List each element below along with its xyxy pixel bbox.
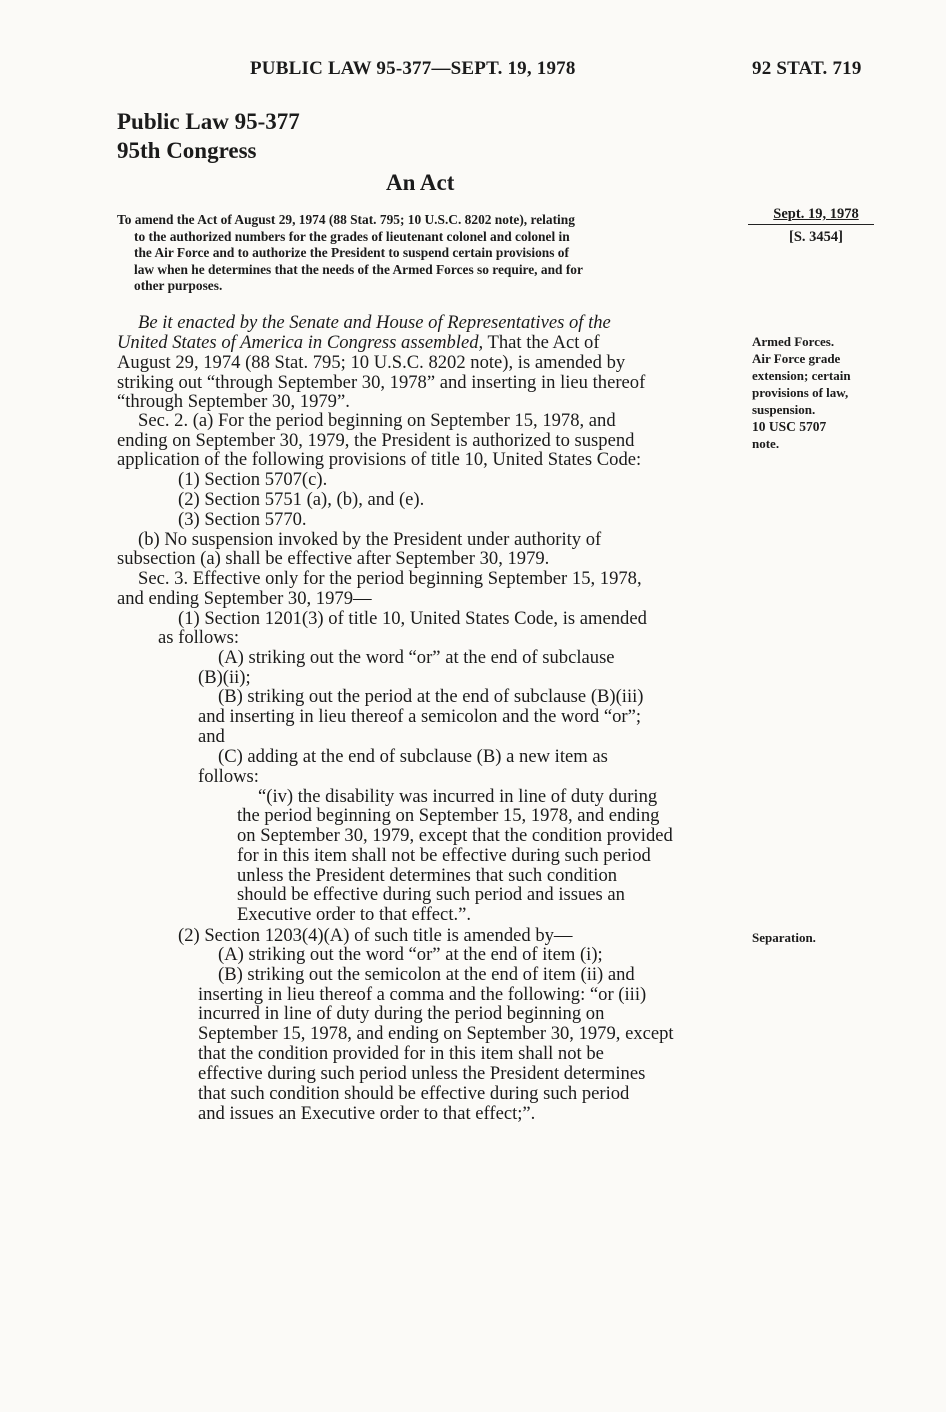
margin-note-line: 10 USC 5707 <box>752 419 827 434</box>
body-line: “through September 30, 1979”. <box>117 391 350 412</box>
section-2-heading: Sec. 2. (a) For the period beginning on September 15, 1978, and <box>138 410 616 431</box>
margin-date-rule <box>748 224 874 225</box>
body-line: subsection (a) shall be effective after September 30, 1979. <box>117 548 550 569</box>
body-line: follows: <box>198 766 259 787</box>
body-line: that the condition provided for in this item shall not be <box>198 1043 604 1064</box>
subparagraph: (A) striking out the word “or” at the end of item (i); <box>218 944 603 965</box>
congress-number: 95th Congress <box>117 138 257 163</box>
body-line: effective during such period unless the President determines <box>198 1063 646 1084</box>
paragraph-1: (1) Section 1201(3) of title 10, United States Code, is amended <box>178 608 647 629</box>
body-line: ending on September 30, 1979, the President is authorized to suspend <box>117 430 635 451</box>
body-line: inserting in lieu thereof a comma and the following: “or (iii) <box>198 984 647 1005</box>
enacting-clause-line <box>117 333 600 353</box>
body-line: (B)(ii); <box>198 667 251 688</box>
margin-note-line: note. <box>752 436 780 451</box>
quoted-item-line: should be effective during such period and issues an <box>237 884 625 905</box>
quoted-item-line: unless the President determines that such condition <box>237 865 618 886</box>
purpose-line: to the authorized numbers for the grades of lieutenant colonel and colonel in <box>134 229 570 244</box>
quoted-item: “(iv) the disability was incurred in line of duty during <box>258 786 658 807</box>
body-line: September 15, 1978, and ending on September 30, 1979, except <box>198 1023 674 1044</box>
purpose-line: To amend the Act of August 29, 1974 (88 Stat. 795; 10 U.S.C. 8202 note), relating <box>117 212 575 227</box>
enacting-clause-rest: That the Act of <box>483 332 600 353</box>
quoted-item-line: for in this item shall not be effective during such period <box>237 845 651 866</box>
quoted-item-line: the period beginning on September 15, 1978, and ending <box>237 805 660 826</box>
act-heading: An Act <box>386 170 455 195</box>
paragraph-2: (2) Section 1203(4)(A) of such title is amended by— <box>178 925 573 946</box>
body-line: that such condition should be effective during such period <box>198 1083 630 1104</box>
subparagraph: (B) striking out the semicolon at the end of item (ii) and <box>218 964 635 985</box>
body-line: (b) No suspension invoked by the President under authority of <box>138 529 602 550</box>
quoted-item-line: Executive order to that effect.”. <box>237 904 472 925</box>
running-title: PUBLIC LAW 95-377—SEPT. 19, 1978 <box>250 58 576 79</box>
margin-date: Sept. 19, 1978 <box>773 206 859 222</box>
body-line: as follows: <box>158 627 240 648</box>
body-line: and <box>198 726 225 747</box>
purpose-line: law when he determines that the needs of the Armed Forces so require, and for <box>134 262 583 277</box>
enacting-clause-line: Be it enacted by the Senate and House of Representatives of the <box>138 312 611 333</box>
margin-bill-number: [S. 3454] <box>789 229 843 245</box>
subparagraph: (C) adding at the end of subclause (B) a new item as <box>218 746 608 767</box>
quoted-item-line: on September 30, 1979, except that the condition provided <box>237 825 673 846</box>
purpose-line: the Air Force and to authorize the President to suspend certain provisions of <box>134 245 569 260</box>
list-item: (3) Section 5770. <box>178 509 307 530</box>
subparagraph: (A) striking out the word “or” at the end of subclause <box>218 647 615 668</box>
body-line: striking out “through September 30, 1978” and inserting in lieu thereof <box>117 372 646 393</box>
body-line: and ending September 30, 1979— <box>117 588 372 609</box>
body-line: and issues an Executive order to that effect;”. <box>198 1103 536 1124</box>
list-item: (2) Section 5751 (a), (b), and (e). <box>178 489 425 510</box>
margin-note-separation: Separation. <box>752 930 816 945</box>
margin-note-line: Armed Forces. <box>752 334 835 349</box>
margin-note-line: Air Force grade <box>752 351 841 366</box>
enacting-clause-italic: United States of America in Congress assembled, <box>117 332 484 353</box>
purpose-line: other purposes. <box>134 278 223 293</box>
margin-note-line: suspension. <box>752 402 816 417</box>
body-line: application of the following provisions of title 10, United States Code: <box>117 449 642 470</box>
stat-page-number: 92 STAT. 719 <box>752 58 862 79</box>
public-law-number: Public Law 95-377 <box>117 109 300 134</box>
section-3-heading: Sec. 3. Effective only for the period beginning September 15, 1978, <box>138 568 642 589</box>
subparagraph: (B) striking out the period at the end of subclause (B)(iii) <box>218 686 644 707</box>
list-item: (1) Section 5707(c). <box>178 469 328 490</box>
body-line: August 29, 1974 (88 Stat. 795; 10 U.S.C. 8202 note), is amended by <box>117 352 626 373</box>
body-line: and inserting in lieu thereof a semicolon and the word “or”; <box>198 706 642 727</box>
margin-note-line: extension; certain <box>752 368 851 383</box>
body-line: incurred in line of duty during the period beginning on <box>198 1003 605 1024</box>
margin-note-line: provisions of law, <box>752 385 849 400</box>
